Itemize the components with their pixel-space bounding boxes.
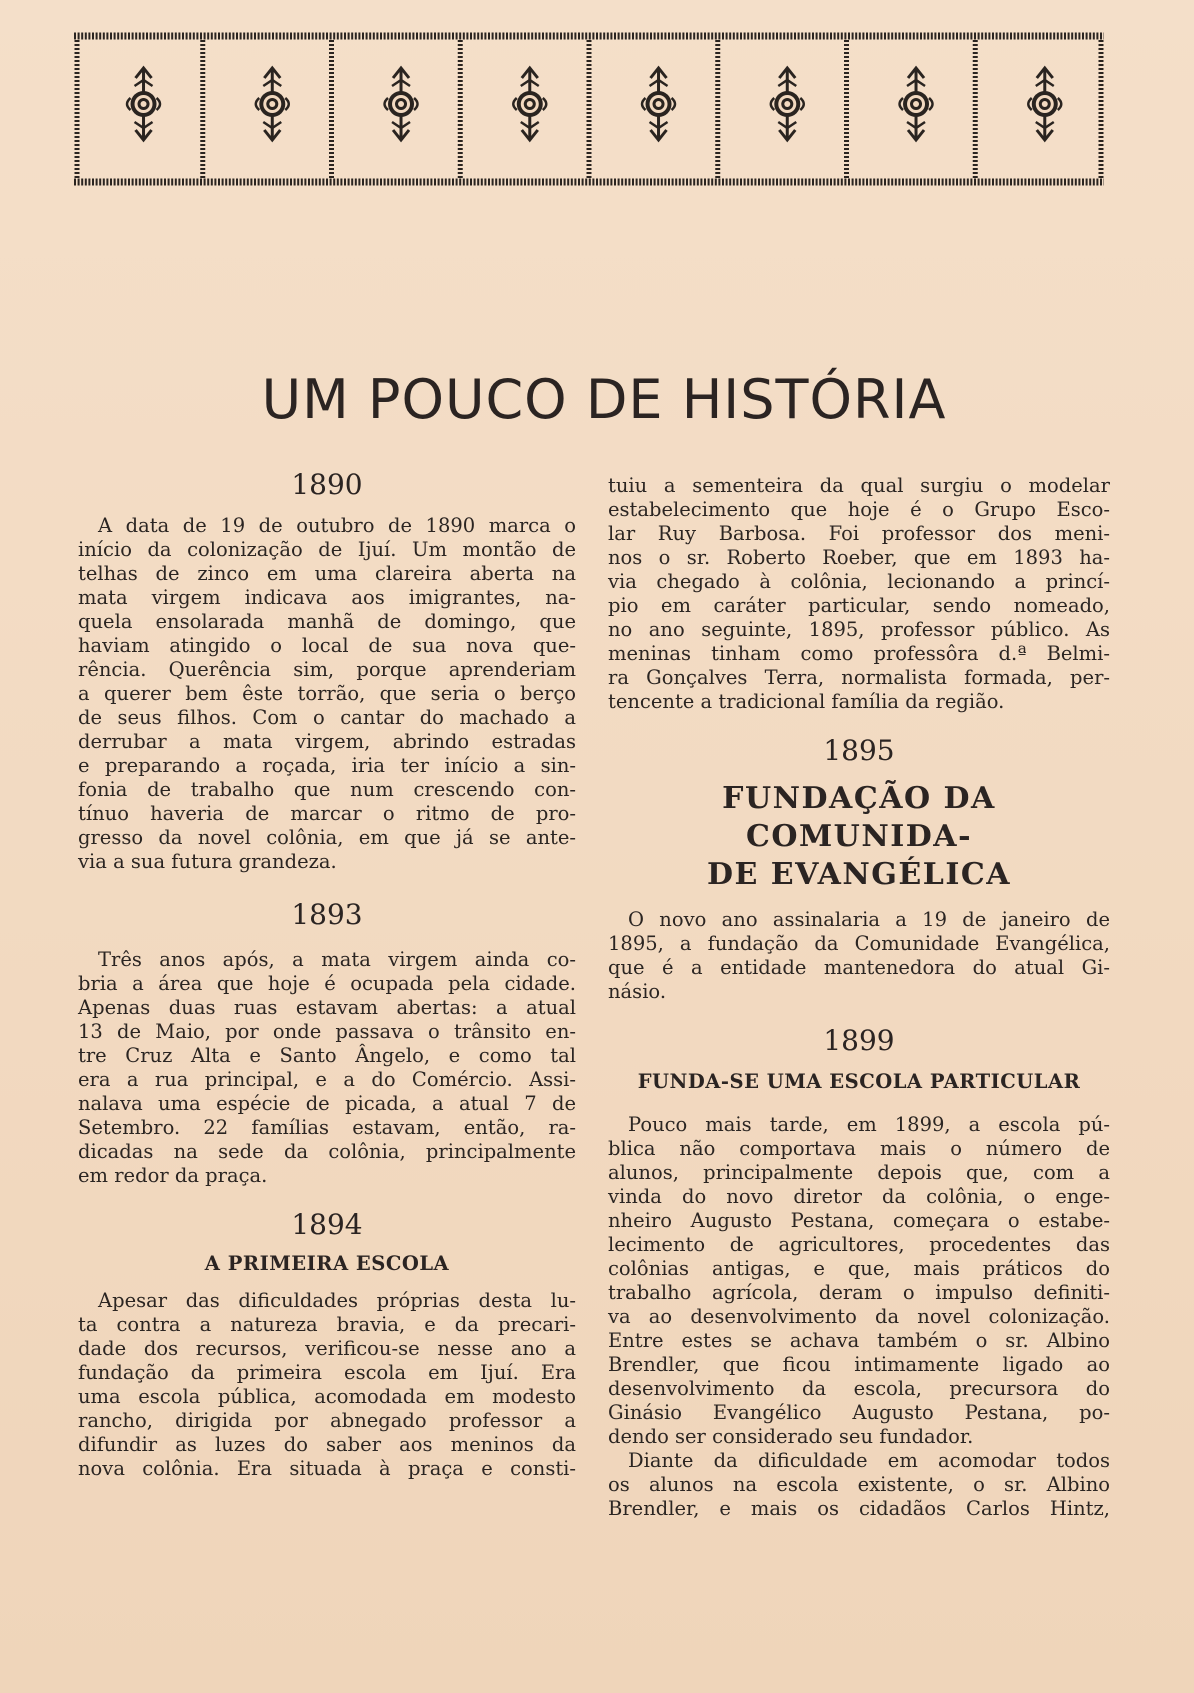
text-line: vinda do novo diretor da colônia, o enge- — [608, 1185, 1110, 1208]
text-line: estabelecimento que hoje é o Grupo Esco- — [608, 498, 1110, 521]
paragraph-1890 — [78, 514, 576, 874]
text-line: Setembro. 22 famílias estavam, então, ra- — [78, 1116, 576, 1139]
ornament-motif-icon — [385, 68, 418, 140]
text-line: A data de 19 de outubro de 1890 marca o — [98, 514, 576, 537]
text-line: trabalho agrícola, deram o impulso definiti- — [608, 1281, 1110, 1304]
ornament-motif-icon — [642, 68, 675, 140]
text-line: va ao desenvolvimento da novel colonização. — [608, 1305, 1110, 1328]
section-heading-fundacao-line1: FUNDAÇÃO DA COMUNIDA- — [722, 781, 996, 854]
text-line: via chegado à colônia, lecionando a princí- — [608, 570, 1110, 593]
text-line: Ginásio Evangélico Augusto Pestana, po- — [608, 1401, 1110, 1424]
text-line: rancho, dirigida por abnegado professor a — [78, 1409, 576, 1432]
text-line: Pouco mais tarde, em 1899, a escola pú- — [628, 1113, 1110, 1136]
text-line: nheiro Augusto Pestana, começara o estabe- — [608, 1209, 1110, 1232]
year-heading-1893: 1893 — [291, 898, 363, 931]
text-line: gresso da novel colônia, em que já se ante- — [78, 826, 576, 849]
text-line: no ano seguinte, 1895, professor público. As — [608, 618, 1110, 641]
decorative-border — [74, 32, 1104, 192]
text-line: nos o sr. Roberto Roeber, que em 1893 ha- — [608, 546, 1110, 569]
text-line: lar Ruy Barbosa. Foi professor dos meni- — [608, 522, 1110, 545]
text-line: desenvolvimento da escola, precursora do — [608, 1377, 1110, 1400]
paragraph-1893 — [78, 948, 576, 1188]
ornament-motif-icon — [127, 68, 160, 140]
text-line: Diante da dificuldade em acomodar todos — [628, 1449, 1110, 1472]
text-line: Entre estes se achava também o sr. Albino — [608, 1329, 1110, 1352]
text-line: Brendler, que ficou intimamente ligado ao — [608, 1353, 1110, 1376]
text-line: colônias antigas, e que, mais práticos do — [608, 1257, 1110, 1280]
text-line: quela ensolarada manhã de domingo, que — [78, 610, 576, 633]
text-line: Três anos após, a mata virgem ainda co- — [98, 948, 576, 971]
text-line: Brendler, e mais os cidadãos Carlos Hintz, — [608, 1497, 1110, 1520]
year-heading-1894: 1894 — [291, 1208, 363, 1241]
text-line: tre Cruz Alta e Santo Ângelo, e como tal — [78, 1044, 576, 1067]
text-line: meninas tinham como professôra d.ª Belmi- — [608, 642, 1110, 665]
ornament-motif-icon — [771, 68, 804, 140]
text-line: bria a área que hoje é ocupada pela cidade. — [78, 972, 576, 995]
ornament-motif-icon — [513, 68, 546, 140]
paragraph-1899 — [608, 1113, 1110, 1449]
text-line: tuiu a sementeira da qual surgiu o modelar — [608, 474, 1110, 497]
text-line: via a sua futura grandeza. — [78, 850, 337, 873]
section-heading-primeira-escola: A PRIMEIRA ESCOLA — [204, 1252, 450, 1275]
text-line: rência. Querência sim, porque aprenderiam — [78, 658, 576, 681]
section-heading-escola-particular: FUNDA-SE UMA ESCOLA PARTICULAR — [637, 1070, 1081, 1093]
text-line: ra Gonçalves Terra, normalista formada, per- — [608, 666, 1110, 689]
text-line: nova colônia. Era situada à praça e consti- — [78, 1457, 576, 1480]
text-line: 1895, a fundação da Comunidade Evangélica, — [608, 932, 1110, 955]
text-line: 13 de Maio, por onde passava o trânsito en- — [78, 1020, 576, 1043]
text-line: pio em caráter particular, sendo nomeado, — [608, 594, 1110, 617]
right-column — [608, 474, 1110, 1521]
text-line: difundir as luzes do saber aos meninos da — [78, 1433, 576, 1456]
text-line: haviam atingido o local de sua nova que- — [78, 634, 576, 657]
left-column — [78, 468, 576, 1481]
text-line: que é a entidade mantenedora do atual Gi- — [608, 956, 1110, 979]
text-line: Apenas duas ruas estavam abertas: a atual — [78, 996, 576, 1019]
text-line: uma escola pública, acomodada em modesto — [78, 1385, 576, 1408]
text-line: início da colonização de Ijuí. Um montão de — [78, 538, 576, 561]
text-line: mata virgem indicava aos imigrantes, na- — [78, 586, 576, 609]
text-line: blica não comportava mais o número de — [608, 1137, 1110, 1160]
paragraph-1894 — [78, 1289, 576, 1481]
text-line: Apesar das dificuldades próprias desta lu- — [98, 1289, 576, 1312]
text-line: O novo ano assinalaria a 19 de janeiro de — [628, 908, 1110, 931]
year-heading-1899: 1899 — [823, 1024, 895, 1057]
text-line: e preparando a roçada, iria ter início a sin- — [78, 754, 576, 777]
ornament-frieze — [74, 32, 1104, 192]
paragraph-1894-continued — [608, 474, 1110, 714]
text-line: tencente a tradicional família da região. — [608, 690, 1005, 713]
paragraph-1899-b — [608, 1449, 1110, 1521]
text-line: dade dos recursos, verificou-se nesse ano a — [78, 1337, 576, 1360]
text-line: de seus filhos. Com o cantar do machado a — [78, 706, 576, 729]
text-line: ta contra a natureza bravia, e da precari- — [78, 1313, 576, 1336]
text-line: era a rua principal, e a do Comércio. Assi- — [78, 1068, 576, 1091]
text-line: fonia de trabalho que num crescendo con- — [78, 778, 576, 801]
page-title: UM POUCO DE HISTÓRIA — [261, 368, 947, 431]
text-line: lecimento de agricultores, procedentes das — [608, 1233, 1110, 1256]
text-line: alunos, principalmente depois que, com a — [608, 1161, 1110, 1184]
text-line: fundação da primeira escola em Ijuí. Era — [78, 1361, 576, 1384]
ornament-motif-icon — [900, 68, 933, 140]
text-line: tínuo haveria de marcar o ritmo de pro- — [78, 802, 576, 825]
text-line: em redor da praça. — [78, 1164, 268, 1187]
section-heading-fundacao-line2: DE EVANGÉLICA — [706, 857, 1012, 892]
text-line: dicadas na sede da colônia, principalmente — [78, 1140, 576, 1163]
text-line: derrubar a mata virgem, abrindo estradas — [78, 730, 576, 753]
text-line: a querer bem êste torrão, que seria o berço — [78, 682, 576, 705]
ornament-motif-icon — [256, 68, 289, 140]
year-heading-1890: 1890 — [291, 468, 363, 501]
paragraph-1895 — [608, 908, 1110, 1004]
text-line: násio. — [608, 980, 667, 1003]
text-line: os alunos na escola existente, o sr. Albino — [608, 1473, 1110, 1496]
text-line: telhas de zinco em uma clareira aberta na — [78, 562, 576, 585]
text-line: nalava uma espécie de picada, a atual 7 de — [78, 1092, 576, 1115]
year-heading-1895: 1895 — [823, 734, 895, 767]
ornament-motif-icon — [1028, 68, 1061, 140]
text-line: dendo ser considerado seu fundador. — [608, 1425, 974, 1448]
